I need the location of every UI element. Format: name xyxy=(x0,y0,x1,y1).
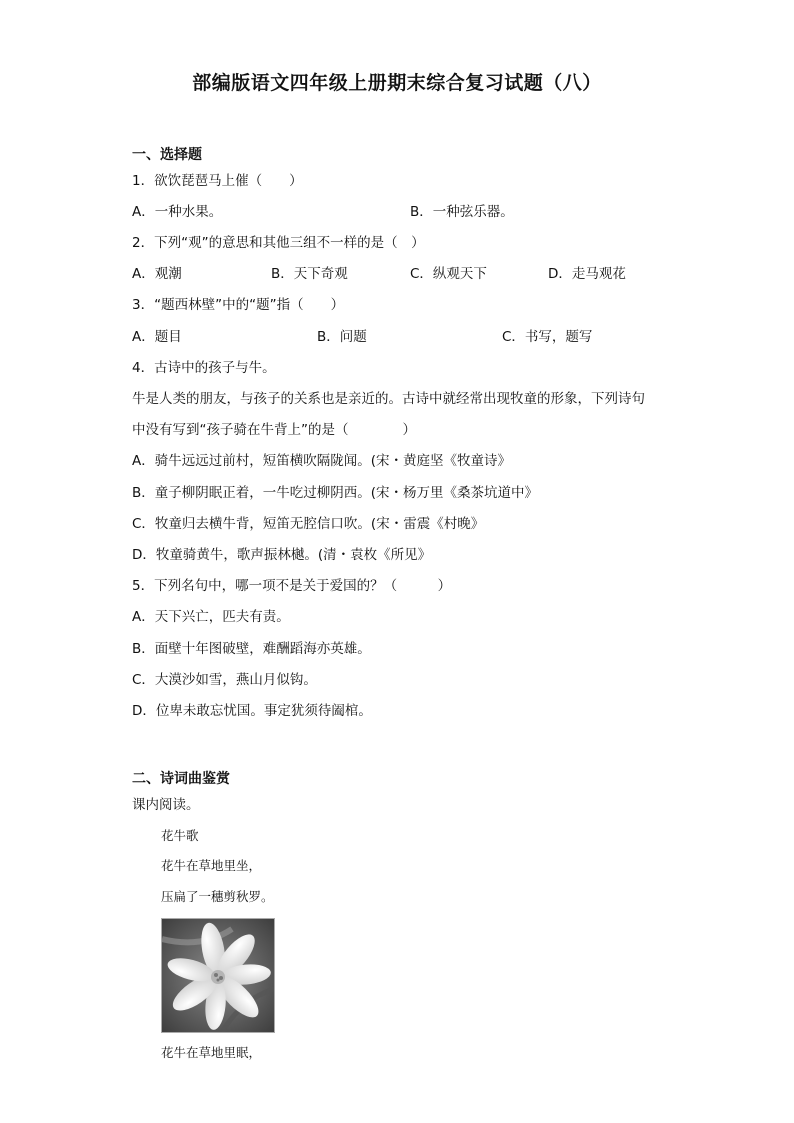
flower-photo xyxy=(161,918,275,1033)
question-5-option-b: B．面壁十年图破壁，难酬蹈海亦英雄。 xyxy=(132,641,371,657)
poem-title: 花牛歌 xyxy=(161,828,199,843)
poem-line-1: 花牛在草地里坐， xyxy=(161,858,262,873)
question-3-option-a: A．题目 xyxy=(132,329,182,345)
question-4-option-a: A．骑牛远远过前村，短笛横吹隔陇闻。(宋・黄庭坚《牧童诗》 xyxy=(132,453,512,469)
poem-line-3: 花牛在草地里眠， xyxy=(161,1045,262,1060)
question-2-option-c: C．纵观天下 xyxy=(410,266,487,282)
question-4-option-d: D．牧童骑黄牛，歌声振林樾。(清・袁枚《所见》 xyxy=(132,547,432,563)
question-5-option-c: C．大漠沙如雪，燕山月似钩。 xyxy=(132,672,317,688)
section-heading-choice: 一、选择题 xyxy=(132,147,202,163)
question-3-option-c: C．书写，题写 xyxy=(502,329,593,345)
question-1-option-a: A．一种水果。 xyxy=(132,204,223,220)
question-5-stem: 5．下列名句中，哪一项不是关于爱国的？（ ） xyxy=(132,578,452,594)
reading-intro: 课内阅读。 xyxy=(132,797,200,813)
question-4-option-b: B．童子柳阴眠正着，一牛吃过柳阴西。(宋・杨万里《桑茶坑道中》 xyxy=(132,485,539,501)
question-3-stem: 3．“题西林壁”中的“题”指（ ） xyxy=(132,297,345,313)
question-5-option-d: D．位卑未敢忘忧国。事定犹须待阖棺。 xyxy=(132,703,372,719)
question-4-intro-line-2: 中没有写到“孩子骑在牛背上”的是（ ） xyxy=(132,422,416,438)
poem-line-2: 压扁了一穗剪秋罗。 xyxy=(161,889,274,904)
question-4-option-c: C．牧童归去横牛背，短笛无腔信口吹。(宋・雷震《村晚》 xyxy=(132,516,485,532)
section-heading-poetry: 二、诗词曲鉴赏 xyxy=(132,771,230,787)
flower-icon xyxy=(162,919,274,1032)
page-title: 部编版语文四年级上册期末综合复习试题（八） xyxy=(192,72,602,94)
question-5-option-a: A．天下兴亡，匹夫有责。 xyxy=(132,609,290,625)
question-1-stem: 1．欲饮琵琶马上催（ ） xyxy=(132,173,303,189)
question-2-option-a: A．观潮 xyxy=(132,266,182,282)
question-4-stem: 4．古诗中的孩子与牛。 xyxy=(132,360,276,376)
question-4-intro-line-1: 牛是人类的朋友，与孩子的关系也是亲近的。古诗中就经常出现牧童的形象，下列诗句 xyxy=(132,391,645,407)
question-2-option-b: B．天下奇观 xyxy=(271,266,348,282)
question-2-option-d: D．走马观花 xyxy=(548,266,626,282)
question-2-stem: 2．下列“观”的意思和其他三组不一样的是（ ） xyxy=(132,235,425,251)
question-1-option-b: B．一种弦乐器。 xyxy=(410,204,514,220)
question-3-option-b: B．问题 xyxy=(317,329,367,345)
